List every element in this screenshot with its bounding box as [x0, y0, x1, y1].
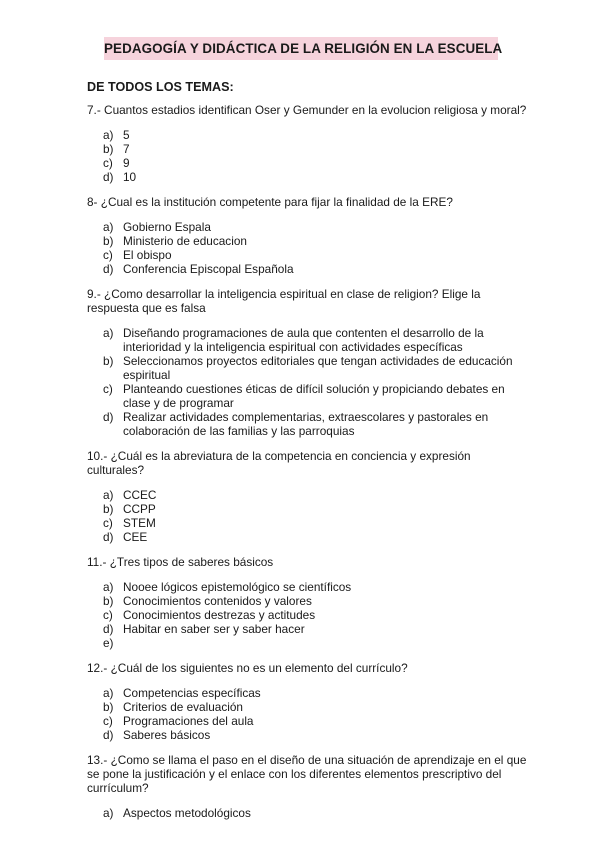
option-marker: a)	[103, 686, 114, 700]
question-text: 12.- ¿Cuál de los siguientes no es un elemento del currículo?	[87, 661, 408, 675]
option-marker: c)	[103, 382, 113, 396]
option-text: Habitar en saber ser y saber hacer	[123, 622, 305, 636]
option-text: Aspectos metodológicos	[123, 806, 251, 820]
option-text: 5	[123, 128, 130, 142]
section-heading: DE TODOS LOS TEMAS:	[87, 80, 234, 94]
option-text: Realizar actividades complementarias, extraescolares y pastorales en colaboración de las familias y las parroquias	[123, 410, 489, 438]
option-marker: b)	[103, 502, 114, 516]
answer-options	[87, 220, 527, 276]
question-text: 9.- ¿Como desarrollar la inteligencia espiritual en clase de religion? Elige la respuesta que es falsa	[87, 287, 481, 315]
option-text	[123, 636, 527, 650]
option-marker: d)	[103, 622, 114, 636]
question-list	[87, 103, 527, 831]
question-block	[87, 555, 527, 650]
option-marker: d)	[103, 728, 114, 742]
question-text: 13.- ¿Como se llama el paso en el diseño de una situación de aprendizaje en el que se pone la justificación y el enlace con los diferentes elementos prescriptivo del currículum?	[87, 753, 527, 795]
option-marker: a)	[103, 580, 114, 594]
answer-option	[87, 530, 527, 544]
option-marker: b)	[103, 142, 114, 156]
option-marker: c)	[103, 714, 113, 728]
question-block	[87, 103, 527, 184]
option-text: CEE	[123, 530, 148, 544]
question-block	[87, 287, 527, 438]
question-block	[87, 449, 527, 544]
answer-option	[87, 170, 527, 184]
option-marker: b)	[103, 234, 114, 248]
option-text: Nooee lógicos epistemológico se científicos	[123, 580, 352, 594]
option-text: Conocimientos contenidos y valores	[123, 594, 312, 608]
option-text: Criterios de evaluación	[123, 700, 243, 714]
answer-option	[87, 128, 527, 142]
option-marker: d)	[103, 530, 114, 544]
option-marker: c)	[103, 608, 113, 622]
answer-option	[87, 220, 527, 234]
option-text: Gobierno Espala	[123, 220, 211, 234]
option-text: El obispo	[123, 248, 172, 262]
option-marker: b)	[103, 354, 114, 368]
answer-options	[87, 128, 527, 184]
question-block	[87, 195, 527, 276]
answer-option	[87, 594, 527, 608]
option-marker: e)	[103, 636, 114, 650]
option-marker: d)	[103, 410, 114, 424]
option-marker: a)	[103, 220, 114, 234]
answer-options	[87, 326, 527, 438]
option-text: Planteando cuestiones éticas de difícil solución y propiciando debates en clase y de programar	[123, 382, 505, 410]
answer-options	[87, 488, 527, 544]
answer-option	[87, 728, 527, 742]
document-title: PEDAGOGÍA Y DIDÁCTICA DE LA RELIGIÓN EN LA ESCUELA	[104, 37, 498, 60]
option-marker: c)	[103, 516, 113, 530]
answer-option	[87, 248, 527, 262]
option-marker: a)	[103, 488, 114, 502]
option-marker: a)	[103, 326, 114, 340]
answer-option	[87, 156, 527, 170]
option-text: Diseñando programaciones de aula que contenten el desarrollo de la interioridad y la inteligencia espiritual con actividades específicas	[123, 326, 484, 354]
answer-option	[87, 700, 527, 714]
answer-option	[87, 622, 527, 636]
option-text: 10	[123, 170, 137, 184]
option-text: STEM	[123, 516, 156, 530]
option-marker: b)	[103, 700, 114, 714]
question-block	[87, 661, 527, 742]
option-text: 9	[123, 156, 130, 170]
option-text: CCEC	[123, 488, 157, 502]
answer-option	[87, 686, 527, 700]
option-text: Saberes básicos	[123, 728, 211, 742]
option-text: Conferencia Episcopal Española	[123, 262, 294, 276]
answer-options	[87, 686, 527, 742]
question-text: 10.- ¿Cuál es la abreviatura de la competencia en conciencia y expresión culturales?	[87, 449, 471, 477]
option-marker: b)	[103, 594, 114, 608]
option-marker: c)	[103, 248, 113, 262]
option-text: CCPP	[123, 502, 156, 516]
answer-option	[87, 714, 527, 728]
answer-option	[87, 488, 527, 502]
answer-option	[87, 262, 527, 276]
option-marker: a)	[103, 128, 114, 142]
question-block	[87, 753, 527, 820]
answer-option	[87, 354, 527, 382]
answer-option	[87, 806, 527, 820]
option-text: Seleccionamos proyectos editoriales que tengan actividades de educación espiritual	[123, 354, 513, 382]
answer-option	[87, 142, 527, 156]
question-text: 11.- ¿Tres tipos de saberes básicos	[87, 555, 274, 569]
option-text: Competencias específicas	[123, 686, 261, 700]
answer-option	[87, 580, 527, 594]
answer-options	[87, 580, 527, 650]
option-marker: a)	[103, 806, 114, 820]
answer-option	[87, 608, 527, 622]
option-marker: d)	[103, 262, 114, 276]
answer-option	[87, 234, 527, 248]
option-text: 7	[123, 142, 130, 156]
option-text: Conocimientos destrezas y actitudes	[123, 608, 316, 622]
answer-option	[87, 502, 527, 516]
question-text: 7.- Cuantos estadios identifican Oser y Gemunder en la evolucion religiosa y moral?	[87, 103, 527, 117]
option-text: Programaciones del aula	[123, 714, 254, 728]
option-text: Ministerio de educacion	[123, 234, 247, 248]
answer-option	[87, 636, 527, 650]
answer-option	[87, 382, 527, 410]
option-marker: c)	[103, 156, 113, 170]
answer-options	[87, 806, 527, 820]
option-marker: d)	[103, 170, 114, 184]
answer-option	[87, 516, 527, 530]
answer-option	[87, 410, 527, 438]
answer-option	[87, 326, 527, 354]
question-text: 8- ¿Cual es la institución competente para fijar la finalidad de la ERE?	[87, 195, 453, 209]
